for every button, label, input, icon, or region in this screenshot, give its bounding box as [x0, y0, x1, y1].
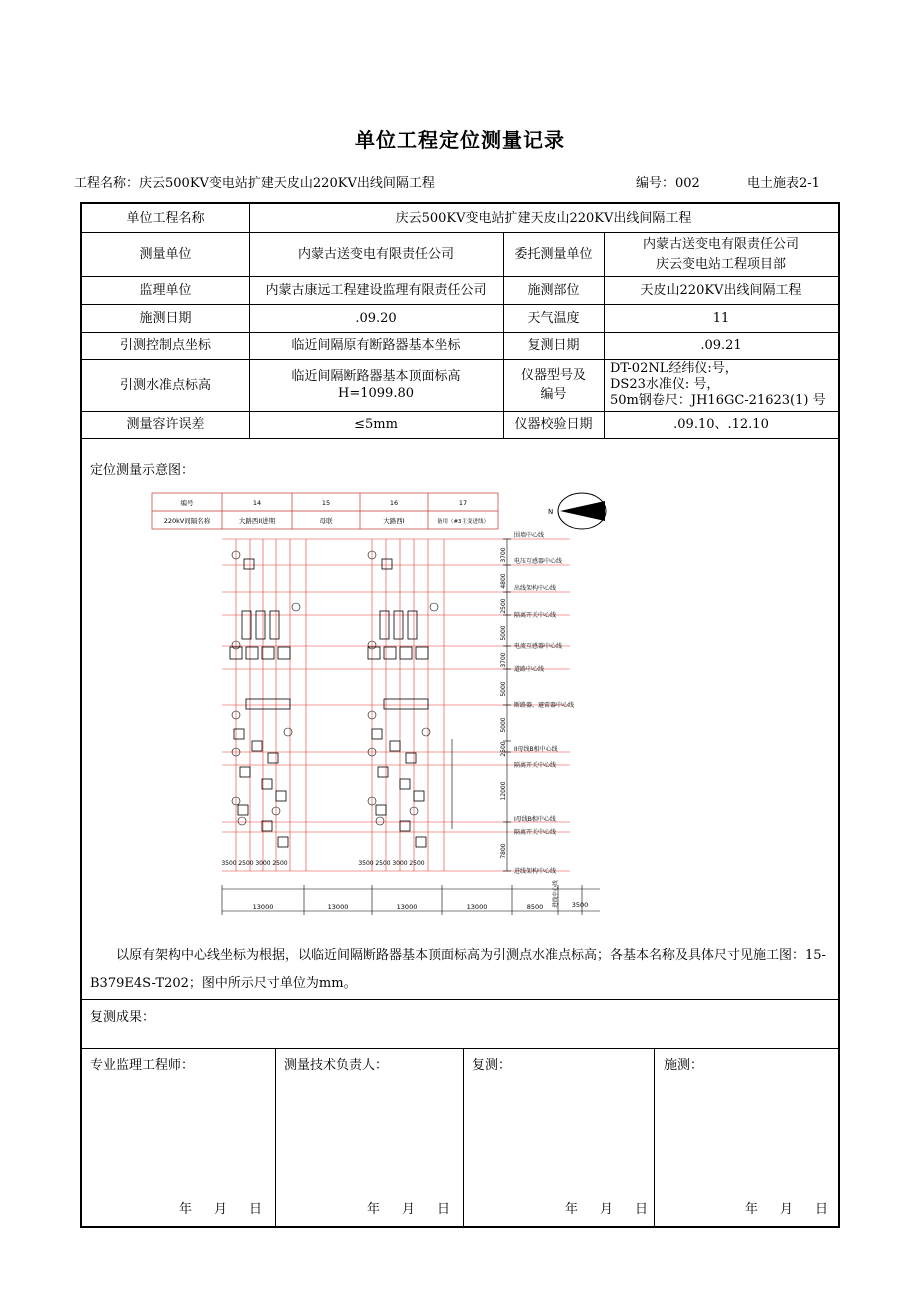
bottom-dim-5: 8500 [526, 903, 544, 911]
line-label-5: 电流互感器中心线 [514, 643, 563, 650]
bl-dim-4: 2500 [272, 860, 288, 867]
line-label-1: 围墙中心线 [514, 532, 545, 539]
value-commission-unit [604, 232, 838, 276]
dim-2: 4800 [500, 573, 507, 589]
record-number: 编号：002 [636, 176, 700, 191]
line-label-3: 出线架构中心线 [514, 585, 557, 592]
label-survey-location: 施测部位 [527, 282, 580, 298]
instrument-line1: DT-02NL经纬仪:号， [610, 361, 738, 376]
bay-number-14: 14 [252, 499, 262, 507]
value-benchmark-elevation [249, 359, 503, 411]
value-unit-project-name: 庆云500KV变电站扩建天皮山220KV出线间隔工程 [395, 210, 692, 226]
line-label-6: 道路中心线 [514, 666, 545, 673]
bl-dim-8: 2500 [409, 860, 425, 867]
value-survey-unit: 内蒙古送变电有限责任公司 [297, 246, 454, 262]
commission-unit-line2: 庆云变电站工程项目部 [655, 256, 786, 272]
dim-3: 2500 [500, 598, 507, 614]
north-arrow-icon [548, 493, 606, 529]
dim-7: 5000 [500, 717, 507, 733]
label-weather-temp: 天气温度 [527, 310, 580, 326]
layout-diagram [150, 489, 620, 919]
sig-survey-lead-label: 测量技术负责人： [284, 1058, 389, 1073]
label-supervision-unit: 监理单位 [139, 282, 192, 298]
bl-dim-6: 2500 [375, 860, 391, 867]
project-name: 工程名称：庆云500KV变电站扩建天皮山220KV出线间隔工程 [74, 176, 435, 191]
label-unit-project-name: 单位工程名称 [126, 210, 205, 226]
label-control-coords: 引测控制点坐标 [119, 338, 211, 353]
legend-header-number: 编号 [180, 499, 194, 507]
label-commission-unit: 委托测量单位 [514, 246, 593, 262]
benchmark-line1: 临近间隔断路器基本顶面标高 [291, 369, 461, 384]
value-recheck-date: .09.21 [700, 338, 742, 353]
label-tolerance: 测量容许误差 [126, 417, 205, 432]
bay-number-17: 17 [458, 499, 468, 507]
line-label-9: 隔离开关中心线 [514, 762, 557, 769]
bay-name-17: 备用（#3主变进线） [436, 519, 490, 525]
bottom-dim-4: 13000 [466, 903, 488, 911]
bay-name-14: 大路西II进期 [238, 517, 276, 525]
dim-10: 7800 [500, 843, 507, 859]
value-control-coords: 临近间隔原有断路器基本坐标 [291, 338, 461, 353]
form-code: 电土施表2-1 [747, 176, 820, 191]
sig-supervisor-label: 专业监理工程师： [90, 1058, 195, 1073]
line-label-10: I母线B相中心线 [514, 816, 556, 823]
sig-date-1: 年 月 日 [179, 1202, 263, 1217]
record-table [80, 202, 840, 1228]
line-label-8: II母线B相中心线 [514, 746, 558, 753]
bottom-dim-1: 13000 [252, 903, 274, 911]
sig-date-2: 年 月 日 [367, 1202, 451, 1217]
legend-header-name: 220kV间隔名称 [163, 517, 211, 525]
label-recheck-date: 复测日期 [527, 338, 580, 353]
dim-8: 2500 [500, 741, 507, 757]
sig-surveyor-label: 施测： [664, 1058, 704, 1073]
sig-date-3: 年 月 日 [565, 1202, 649, 1217]
line-label-7: 断路器、避雷器中心线 [514, 702, 575, 709]
dim-9: 12000 [500, 781, 507, 801]
value-instrument-model [604, 359, 838, 411]
bl-dim-1: 3500 [221, 860, 237, 867]
label-instrument-model: 仪器型号及编号 [520, 368, 586, 402]
line-label-2: 电压互感器中心线 [514, 558, 563, 565]
page-title: 单位工程定位测量记录 [355, 128, 565, 152]
bl-dim-7: 3000 [392, 860, 408, 867]
label-calibration-date: 仪器校验日期 [514, 417, 593, 432]
sig-recheck-label: 复测： [472, 1058, 512, 1073]
bl-dim-3: 3000 [255, 860, 271, 867]
bay-number-15: 15 [321, 499, 331, 507]
line-label-11: 隔离开关中心线 [514, 829, 557, 836]
bottom-dim-2: 13000 [327, 903, 349, 911]
north-label: N [548, 508, 554, 516]
benchmark-line2: H=1099.80 [338, 386, 414, 401]
line-label-12: 进线架构中心线 [514, 868, 557, 875]
label-benchmark-elevation: 引测水准点标高 [119, 377, 211, 393]
line-label-4: 隔离开关中心线 [514, 612, 557, 619]
value-survey-date: .09.20 [355, 310, 397, 326]
value-weather-temp: 11 [712, 310, 730, 326]
foundations-bay-b [368, 559, 428, 847]
dim-6: 5000 [500, 681, 507, 697]
bottom-center-label: 进线中心线 [553, 880, 559, 908]
bay-name-16: 大路西I [383, 517, 405, 525]
survey-note: 以原有架构中心线坐标为根据，以临近间隔断路器基本顶面标高为引测点水准点标高；各基本名称及具体尺寸见施工图：15-B379E4S-T202；图中所示尺寸单位为mm。 [90, 948, 826, 991]
label-survey-unit: 测量单位 [139, 246, 192, 262]
instrument-line3: 50m钢卷尺：JH16GC-21623(1) 号 [610, 393, 826, 408]
value-supervision-unit: 内蒙古康远工程建设监理有限责任公司 [265, 282, 487, 298]
value-tolerance: ≤5mm [354, 417, 398, 432]
value-survey-location: 天皮山220KV出线间隔工程 [640, 282, 802, 298]
recheck-result-label: 复测成果： [90, 1010, 156, 1025]
bay-number-16: 16 [389, 499, 399, 507]
dim-5: 3700 [500, 652, 507, 668]
bl-dim-5: 3500 [358, 860, 374, 867]
value-calibration-date: .09.10、.12.10 [673, 417, 769, 432]
instrument-line2: DS23水准仪: 号， [610, 377, 720, 392]
bottom-dim-3: 13000 [396, 903, 418, 911]
commission-unit-line1: 内蒙古送变电有限责任公司 [642, 236, 799, 252]
dim-4: 5000 [500, 625, 507, 641]
diagram-label: 定位测量示意图： [90, 463, 195, 478]
bottom-dim-6: 3500 [571, 901, 589, 909]
label-survey-date: 施测日期 [139, 310, 192, 326]
bl-dim-2: 2500 [238, 860, 254, 867]
sig-date-4: 年 月 日 [745, 1202, 829, 1217]
bay-name-15: 母联 [319, 517, 333, 525]
dim-1: 3700 [500, 547, 507, 563]
